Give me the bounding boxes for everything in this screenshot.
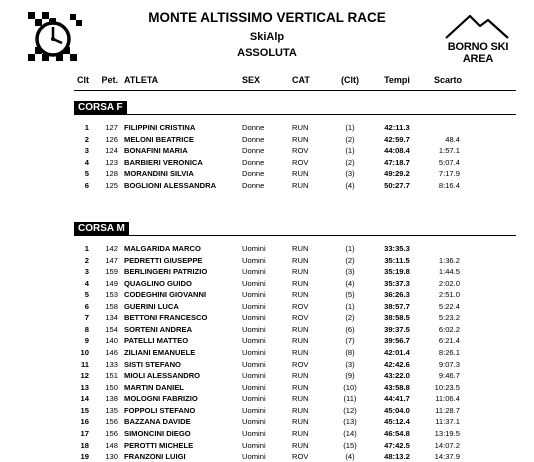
row-gap: 8:26.1: [438, 348, 460, 358]
table-row: [0, 359, 534, 370]
row-category: RUN: [292, 169, 309, 179]
row-rank: 1: [84, 123, 89, 132]
row-time: 39:37.5: [384, 324, 410, 334]
row-sex: Uomini: [242, 324, 266, 334]
table-row: [0, 278, 534, 289]
row-category-position: (8): [345, 348, 355, 358]
row-rank: 19: [80, 452, 89, 462]
table-row: [0, 180, 534, 191]
row-sex: Donne: [242, 169, 265, 179]
row-athlete: MOLOGNI FABRIZIO: [124, 394, 198, 404]
row-time: 38:58.5: [384, 313, 410, 323]
row-category-position: (5): [345, 290, 355, 300]
row-sex: Donne: [242, 181, 265, 190]
table-row: [0, 255, 534, 266]
row-time: 46:54.8: [384, 428, 410, 438]
row-time: 50:27.7: [384, 181, 410, 190]
row-category-position: (3): [345, 359, 355, 369]
row-category: RUN: [292, 255, 309, 265]
section-corsa-m: [74, 222, 516, 236]
row-athlete: FOPPOLI STEFANO: [124, 405, 196, 415]
row-rank: 3: [84, 267, 89, 277]
row-category: RUN: [292, 123, 309, 132]
row-category: RUN: [292, 394, 309, 404]
row-bib: 159: [105, 267, 118, 277]
row-time: 35:11.5: [384, 255, 410, 265]
row-bib: 147: [105, 255, 118, 265]
row-gap: 7:17.9: [438, 169, 460, 179]
row-category-position: (2): [345, 255, 355, 265]
row-sex: Uomini: [242, 336, 266, 346]
row-category-position: (10): [343, 382, 357, 392]
row-gap: 1:36.2: [438, 255, 460, 265]
row-category: RUN: [292, 440, 309, 450]
row-sex: Uomini: [242, 290, 266, 300]
row-category: RUN: [292, 134, 309, 144]
row-athlete: SIMONCINI DIEGO: [124, 428, 191, 438]
row-gap: 1:44.5: [438, 267, 460, 277]
row-sex: Uomini: [242, 278, 266, 288]
row-rank: 11: [80, 359, 89, 369]
row-bib: 125: [105, 181, 118, 190]
mountain-icon: [436, 10, 520, 40]
row-bib: 142: [105, 244, 118, 253]
row-bib: 135: [105, 405, 118, 415]
row-gap: 1:57.1: [438, 146, 460, 156]
row-category: ROV: [292, 301, 309, 311]
row-rank: 6: [84, 301, 89, 311]
row-time: 36:26.3: [384, 290, 410, 300]
row-rank: 2: [84, 255, 89, 265]
row-athlete: MORANDINI SILVIA: [124, 169, 194, 179]
classification-label: ASSOLUTA: [237, 47, 297, 59]
row-bib: 154: [105, 324, 118, 334]
row-gap: 2:02.0: [438, 278, 460, 288]
row-bib: 158: [105, 301, 118, 311]
row-category-position: (3): [345, 267, 355, 277]
row-bib: 156: [105, 417, 118, 427]
row-category-position: (4): [345, 278, 355, 288]
row-sex: Uomini: [242, 371, 266, 381]
row-bib: 127: [105, 123, 118, 132]
row-gap: 2:51.0: [438, 290, 460, 300]
table-row: [0, 122, 534, 133]
row-athlete: ZILIANI EMANUELE: [124, 348, 196, 358]
row-category: ROV: [292, 452, 309, 462]
row-athlete: BOGLIONI ALESSANDRA: [124, 181, 217, 190]
table-row: [0, 347, 534, 358]
row-time: 45:12.4: [384, 417, 410, 427]
row-gap: 5:22.4: [438, 301, 460, 311]
row-bib: 138: [105, 394, 118, 404]
row-category: ROV: [292, 146, 309, 156]
col-athlete: ATLETA: [124, 75, 159, 85]
row-athlete: PEROTTI MICHELE: [124, 440, 194, 450]
row-category: RUN: [292, 417, 309, 427]
row-category: RUN: [292, 348, 309, 358]
row-rank: 12: [80, 371, 89, 381]
table-row: [0, 324, 534, 335]
row-category: RUN: [292, 267, 309, 277]
row-bib: 140: [105, 336, 118, 346]
header-divider: [74, 90, 516, 91]
row-gap: 14:37.9: [434, 452, 460, 462]
row-category: RUN: [292, 405, 309, 415]
sponsor-logo: [436, 10, 520, 65]
row-time: 47:18.7: [384, 157, 410, 167]
row-rank: 4: [84, 157, 89, 167]
row-category: RUN: [292, 181, 309, 190]
row-sex: Donne: [242, 134, 265, 144]
row-category: RUN: [292, 428, 309, 438]
row-rank: 5: [84, 169, 89, 179]
row-gap: 48.4: [445, 134, 460, 144]
col-time: Tempi: [384, 75, 410, 85]
table-row: [0, 393, 534, 404]
row-time: 38:57.7: [384, 301, 410, 311]
row-rank: 4: [84, 278, 89, 288]
row-bib: 146: [105, 348, 118, 358]
row-sex: Donne: [242, 157, 265, 167]
row-sex: Uomini: [242, 417, 266, 427]
row-time: 35:19.8: [384, 267, 410, 277]
row-rank: 10: [80, 348, 89, 358]
row-category: RUN: [292, 324, 309, 334]
row-gap: 5:07.4: [438, 157, 460, 167]
row-time: 39:56.7: [384, 336, 410, 346]
section-label: CORSA F: [74, 101, 127, 114]
table-row: [0, 405, 534, 416]
row-rank: 13: [80, 382, 89, 392]
row-bib: 149: [105, 278, 118, 288]
table-row: [0, 243, 534, 254]
race-title: MONTE ALTISSIMO VERTICAL RACE: [148, 10, 386, 25]
row-athlete: BERLINGERI PATRIZIO: [124, 267, 208, 277]
row-gap: 9:46.7: [438, 371, 460, 381]
row-sex: Uomini: [242, 313, 266, 323]
row-sex: Uomini: [242, 382, 266, 392]
row-category: ROV: [292, 157, 309, 167]
row-athlete: MARTIN DANIEL: [124, 382, 184, 392]
row-category-position: (12): [343, 405, 357, 415]
row-athlete: BAZZANA DAVIDE: [124, 417, 191, 427]
row-time: 48:13.2: [384, 452, 410, 462]
row-category-position: (7): [345, 336, 355, 346]
row-sex: Uomini: [242, 244, 266, 253]
row-athlete: BARBIERI VERONICA: [124, 157, 203, 167]
row-sex: Uomini: [242, 428, 266, 438]
col-gap: Scarto: [433, 75, 462, 85]
row-bib: 130: [105, 452, 118, 462]
table-row: [0, 370, 534, 381]
row-gap: 9:07.3: [438, 359, 460, 369]
row-athlete: GUERINI LUCA: [124, 301, 179, 311]
table-row: [0, 301, 534, 312]
row-sex: Uomini: [242, 405, 266, 415]
row-rank: 1: [84, 244, 89, 253]
row-gap: 5:23.2: [438, 313, 460, 323]
row-rank: 7: [84, 313, 89, 323]
table-row: [0, 168, 534, 179]
row-category-position: (2): [345, 157, 355, 167]
row-gap: 6:02.2: [438, 324, 460, 334]
row-category: RUN: [292, 382, 309, 392]
row-rank: 6: [84, 181, 89, 190]
row-sex: Donne: [242, 123, 265, 132]
row-athlete: CODEGHINI GIOVANNI: [124, 290, 207, 300]
row-time: 45:04.0: [384, 405, 410, 415]
row-category: RUN: [292, 371, 309, 381]
row-category-position: (4): [345, 181, 355, 190]
row-athlete: MELONI BEATRICE: [124, 134, 194, 144]
row-category: ROV: [292, 359, 309, 369]
row-category: RUN: [292, 244, 309, 253]
row-time: 42:59.7: [384, 134, 410, 144]
col-sex: SEX: [242, 75, 261, 85]
section-label: CORSA M: [74, 222, 129, 235]
row-athlete: MIOLI ALESSANDRO: [124, 371, 201, 381]
row-athlete: PEDRETTI GIUSEPPE: [124, 255, 203, 265]
row-sex: Uomini: [242, 359, 266, 369]
row-athlete: FILIPPINI CRISTINA: [124, 123, 196, 132]
row-gap: 10:23.5: [434, 382, 460, 392]
row-bib: 123: [105, 157, 118, 167]
row-bib: 151: [105, 371, 118, 381]
row-sex: Uomini: [242, 394, 266, 404]
row-rank: 14: [80, 394, 89, 404]
row-category: ROV: [292, 313, 309, 323]
row-gap: 14:07.2: [434, 440, 460, 450]
row-gap: 11:37.1: [435, 417, 460, 427]
row-time: 49:29.2: [384, 169, 410, 179]
row-gap: 11:06.4: [435, 394, 460, 404]
row-time: 42:11.3: [384, 123, 410, 132]
row-athlete: QUAGLINO GUIDO: [124, 278, 192, 288]
row-rank: 16: [80, 417, 89, 427]
race-discipline: SkiAlp: [249, 31, 285, 43]
row-bib: 133: [105, 359, 118, 369]
row-bib: 134: [105, 313, 118, 323]
row-athlete: BETTONI FRANCESCO: [124, 313, 208, 323]
row-rank: 2: [84, 134, 89, 144]
row-bib: 148: [105, 440, 118, 450]
row-time: 43:58.8: [384, 382, 410, 392]
row-rank: 8: [84, 324, 89, 334]
row-category: RUN: [292, 336, 309, 346]
table-row: [0, 134, 534, 145]
row-bib: 124: [105, 146, 118, 156]
row-category-position: (9): [345, 371, 355, 381]
table-row: [0, 289, 534, 300]
row-sex: Uomini: [242, 301, 266, 311]
row-gap: 6:21.4: [438, 336, 460, 346]
row-athlete: MALGARIDA MARCO: [124, 244, 201, 253]
row-category-position: (1): [345, 301, 355, 311]
row-category-position: (11): [343, 394, 357, 404]
column-header: [0, 75, 534, 89]
row-bib: 156: [105, 428, 118, 438]
row-athlete: BONAFINI MARIA: [124, 146, 188, 156]
col-clt: Clt: [77, 75, 89, 85]
row-time: 47:42.5: [384, 440, 410, 450]
row-time: 33:35.3: [384, 244, 410, 253]
row-category-position: (6): [345, 324, 355, 334]
section-corsa-f: [74, 101, 516, 115]
row-category-position: (2): [345, 313, 355, 323]
row-time: 42:42.6: [384, 359, 410, 369]
row-category-position: (3): [345, 169, 355, 179]
table-row: [0, 145, 534, 156]
row-sex: Uomini: [242, 452, 266, 462]
row-category-position: (2): [345, 134, 355, 144]
col-category-position: (Clt): [341, 75, 359, 85]
table-row: [0, 157, 534, 168]
row-sex: Donne: [242, 146, 265, 156]
row-bib: 126: [105, 134, 118, 144]
row-category: RUN: [292, 290, 309, 300]
row-bib: 150: [105, 382, 118, 392]
row-rank: 9: [84, 336, 89, 346]
col-pet: Pet.: [101, 75, 118, 85]
row-bib: 153: [105, 290, 118, 300]
row-sex: Uomini: [242, 255, 266, 265]
table-row: [0, 266, 534, 277]
row-time: 43:22.0: [384, 371, 410, 381]
row-athlete: SORTENI ANDREA: [124, 324, 193, 334]
row-rank: 3: [84, 146, 89, 156]
row-category-position: (1): [345, 244, 355, 253]
row-bib: 128: [105, 169, 118, 179]
table-row: [0, 382, 534, 393]
row-time: 44:41.7: [384, 394, 410, 404]
row-rank: 15: [80, 405, 89, 415]
row-gap: 8:16.4: [438, 181, 460, 190]
row-sex: Uomini: [242, 440, 266, 450]
row-rank: 18: [80, 440, 89, 450]
row-category-position: (1): [345, 146, 355, 156]
row-category-position: (4): [345, 452, 355, 462]
row-gap: 11:28.7: [435, 405, 460, 415]
table-row: [0, 335, 534, 346]
row-category-position: (14): [343, 428, 357, 438]
table-row: [0, 428, 534, 439]
row-category: RUN: [292, 278, 309, 288]
sponsor-name: BORNO SKI AREA: [447, 41, 509, 65]
col-cat: CAT: [292, 75, 310, 85]
row-category-position: (1): [345, 123, 355, 132]
row-time: 44:08.4: [384, 146, 410, 156]
row-time: 42:01.4: [384, 348, 410, 358]
table-row: [0, 440, 534, 451]
table-row: [0, 312, 534, 323]
row-category-position: (13): [343, 417, 357, 427]
row-rank: 5: [84, 290, 89, 300]
row-rank: 17: [80, 428, 89, 438]
row-sex: Uomini: [242, 267, 266, 277]
row-athlete: SISTI STEFANO: [124, 359, 181, 369]
row-athlete: PATELLI MATTEO: [124, 336, 189, 346]
table-row: [0, 451, 534, 462]
table-row: [0, 416, 534, 427]
row-gap: 13:19.5: [434, 428, 460, 438]
row-sex: Uomini: [242, 348, 266, 358]
row-time: 35:37.3: [384, 278, 410, 288]
row-category-position: (15): [343, 440, 357, 450]
row-athlete: FRANZONI LUIGI: [124, 452, 186, 462]
